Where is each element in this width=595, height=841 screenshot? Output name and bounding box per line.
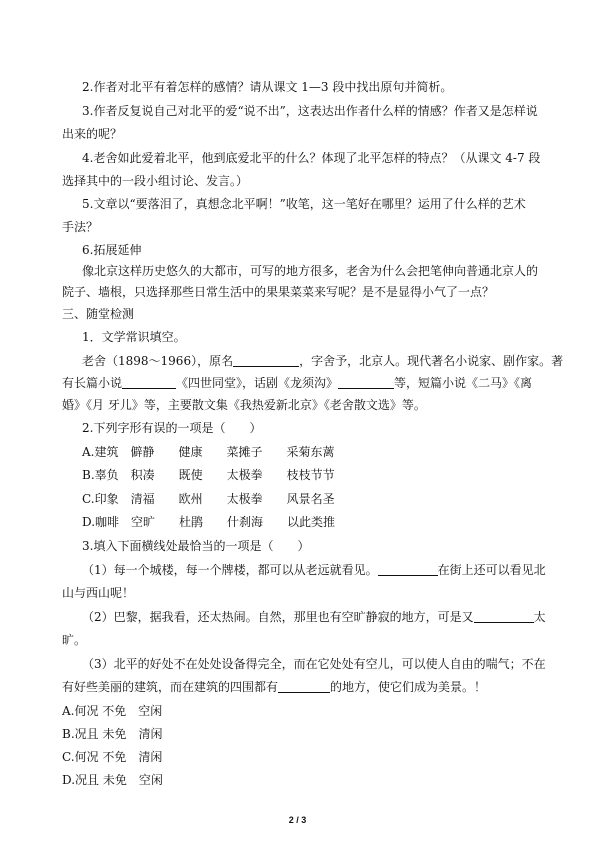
page-number: 2 / 3 (288, 815, 307, 825)
test-1-text: 等，短篇小说《二马》《离 (394, 376, 533, 390)
fill-blank-original-name[interactable] (233, 354, 299, 367)
fill-blank-2[interactable] (474, 610, 534, 623)
question-6-heading: 6.拓展延伸 (82, 243, 142, 257)
test-3-option-b: B.况且 未免 清闲 (62, 727, 163, 741)
test-1-paragraph-line-2 (62, 376, 532, 390)
fill-blank-1[interactable] (378, 563, 438, 576)
test-3-text: 太 (533, 610, 546, 624)
test-1-text: ，字舍予，北京人。现代著名小说家、剧作家。著 (299, 354, 564, 368)
fill-blank-3[interactable] (278, 680, 330, 693)
test-2-option-c: C.印象 清福 欧州 太极拳 风景名圣 (82, 492, 335, 506)
question-6-paragraph-line-1: 像北京这样历史悠久的大都市，可写的地方很多，老舍为什么会把笔伸向普通北京人的 (82, 264, 539, 278)
test-3-option-a: A.何况 不免 空闲 (62, 704, 163, 718)
question-4-line-1: 4.老舍如此爱着北平，他到底爱北平的什么？体现了北平怎样的特点？（从课文 4-7 段 (82, 151, 541, 165)
question-5-line-2: 手法？ (62, 220, 99, 234)
question-4-line-2: 选择其中的一段小组讨论、发言。） (62, 174, 249, 188)
test-3-text: 的地方，使它们成为美景。！ (330, 680, 487, 694)
question-6-paragraph-line-2: 院子、墙根，只选择那些日常生活中的果果菜菜来写呢？是不是显得小气了一点？ (62, 285, 495, 299)
fill-blank-novel[interactable] (122, 376, 176, 389)
test-1-paragraph-line-3: 婚》《月 牙儿》等，主要散文集《我热爱新北京》《老舍散文选》等。 (62, 398, 426, 412)
test-3-option-c: C.何况 不免 清闲 (62, 750, 163, 764)
test-3-option-d: D.况且 未免 空闲 (62, 773, 163, 787)
test-3-text: （1）每一个城楼，每一个牌楼，都可以从老远就看见。 (82, 563, 378, 577)
test-1-text: 《四世同堂》，话剧《龙须沟》 (176, 376, 339, 390)
test-3-item-3-line-2 (62, 680, 532, 694)
test-2-option-b: B.辜负 积凑 既使 太极拳 枝枝节节 (82, 468, 335, 482)
test-3-text: （2）巴黎，据我看，还太热闹。自然，那里也有空旷静寂的地方，可是又 (82, 610, 474, 624)
test-3-item-2-line-2: 旷。 (62, 633, 87, 647)
test-1-paragraph-line-1 (82, 354, 564, 368)
test-1-text: 老舍（1898～1966），原名 (82, 354, 234, 368)
test-2-heading: 2.下列字形有误的一项是（ ） (82, 421, 262, 435)
test-2-option-a: A.建筑 僻静 健康 菜摊子 采菊东蓠 (82, 445, 335, 459)
test-3-text: 在街上还可以看见北 (437, 563, 546, 577)
test-3-text: 有好些美丽的建筑，而在建筑的四围都有 (62, 680, 279, 694)
question-2: 2.作者对北平有着怎样的感情？请从课文 1—3 段中找出原句并简析。 (82, 80, 453, 94)
test-1-text: 有长篇小说 (62, 376, 123, 390)
test-3-heading: 3.填入下面横线处最恰当的一项是（ ） (82, 539, 310, 553)
question-5-line-1: 5.文章以“要落泪了，真想念北平啊！”收笔，这一笔好在哪里？运用了什么样的艺术 (82, 197, 526, 211)
question-3-line-2: 出来的呢？ (62, 127, 123, 141)
test-3-item-1-line-2: 山与西山呢！ (62, 586, 135, 600)
question-3-line-1: 3.作者反复说自己对北平的爱“说不出”，这表达出作者什么样的情感？作者又是怎样说 (82, 104, 538, 118)
test-3-item-3-line-1: （3）北平的好处不在处处设备得完全，而在它处处有空儿，可以使人自由的喘气；不在 (82, 657, 546, 671)
test-3-item-1-line-1 (82, 563, 546, 577)
fill-blank-drama[interactable] (338, 376, 394, 389)
test-3-item-2-line-1 (82, 610, 546, 624)
test-2-option-d: D.咖啡 空旷 杜鹃 什刹海 以此类推 (82, 515, 336, 529)
section-3-heading: 三、随堂检测 (62, 307, 135, 321)
test-1-heading: 1．文学常识填空。 (82, 330, 186, 344)
